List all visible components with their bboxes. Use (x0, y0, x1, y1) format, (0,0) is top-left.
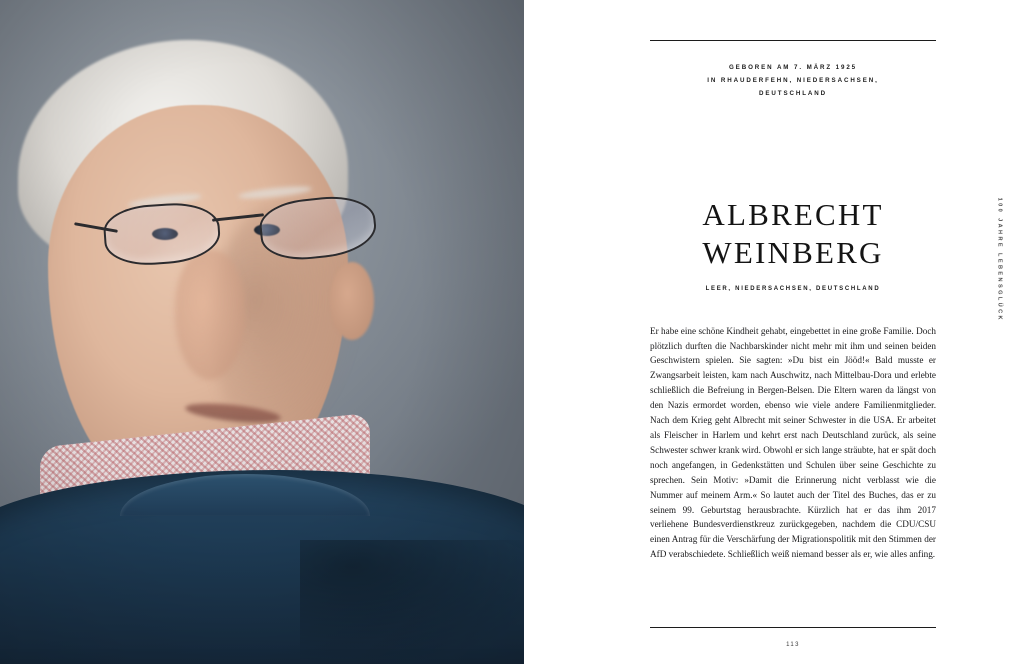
last-name: WEINBERG (702, 234, 884, 270)
first-name: ALBRECHT (702, 197, 884, 233)
birth-line-2: IN RHAUDERFEHN, NIEDERSACHSEN, (707, 77, 879, 85)
bottom-rule (650, 627, 936, 628)
running-head-vertical: 100 JAHRE LEBENSGLÜCK (996, 197, 1002, 322)
page-number: 113 (786, 642, 800, 648)
sweater-shadow (300, 540, 524, 664)
eyeglass-lens-left (102, 200, 222, 268)
text-column (650, 0, 936, 664)
text-page (524, 0, 1020, 664)
top-rule (650, 40, 936, 41)
birth-line-3: DEUTSCHLAND (759, 90, 827, 98)
eyeglasses (104, 196, 376, 274)
residence-location: LEER, NIEDERSACHSEN, DEUTSCHLAND (705, 285, 881, 292)
eyeglass-bridge (212, 213, 264, 221)
birth-details (650, 61, 936, 100)
eyeglass-lens-right (257, 192, 379, 264)
page-title (650, 196, 936, 272)
birth-line-1: GEBOREN AM 7. MÄRZ 1925 (728, 64, 858, 71)
body-text: Er habe eine schöne Kindheit gehabt, eingebettet in eine große Familie. Doch plötzlich durften die Nachbarskinder nicht mehr mit ihm und seinen beiden Geschwistern spielen. Sie sagten: »Du bist ein Jööd!« Bald musste er Zwangsarbeit leisten, kam nach Auschwitz, nach Mittelbau-Dora und erlebte schließlich die Befreiung in Bergen-Belsen. Die Eltern waren da längst von den Nazis ermordet worden, ebenso wie viele andere Familienmitglieder. Nach dem Krieg geht Albrecht mit seiner Schwester in die USA. Er arbeitet als Fleischer in Harlem und kehrt erst nach Deutschland zurück, als seine Schwester schwer krank wird. Obwohl er sich lange sträubte, hat er spät doch noch angefangen, in Gedenkstätten und Schulen über seine Geschichte zu sprechen. Sein Motiv: »Damit die Erinnerung nicht verblasst wie die Nummer auf meinem Arm.« So lautet auch der Titel des Buches, das er zu seinem 99. Geburtstag herausbrachte. Kürzlich hat er das ihm 2017 verliehene Bundesverdienstkreuz zurückgegeben, nachdem die CDU/CSU einen Antrag für die Verschärfung der Migrationspolitik mit den Stimmen der AfD verabschiedete. Schließlich weiß niemand besser als er, wie alles anfing. (650, 325, 936, 560)
